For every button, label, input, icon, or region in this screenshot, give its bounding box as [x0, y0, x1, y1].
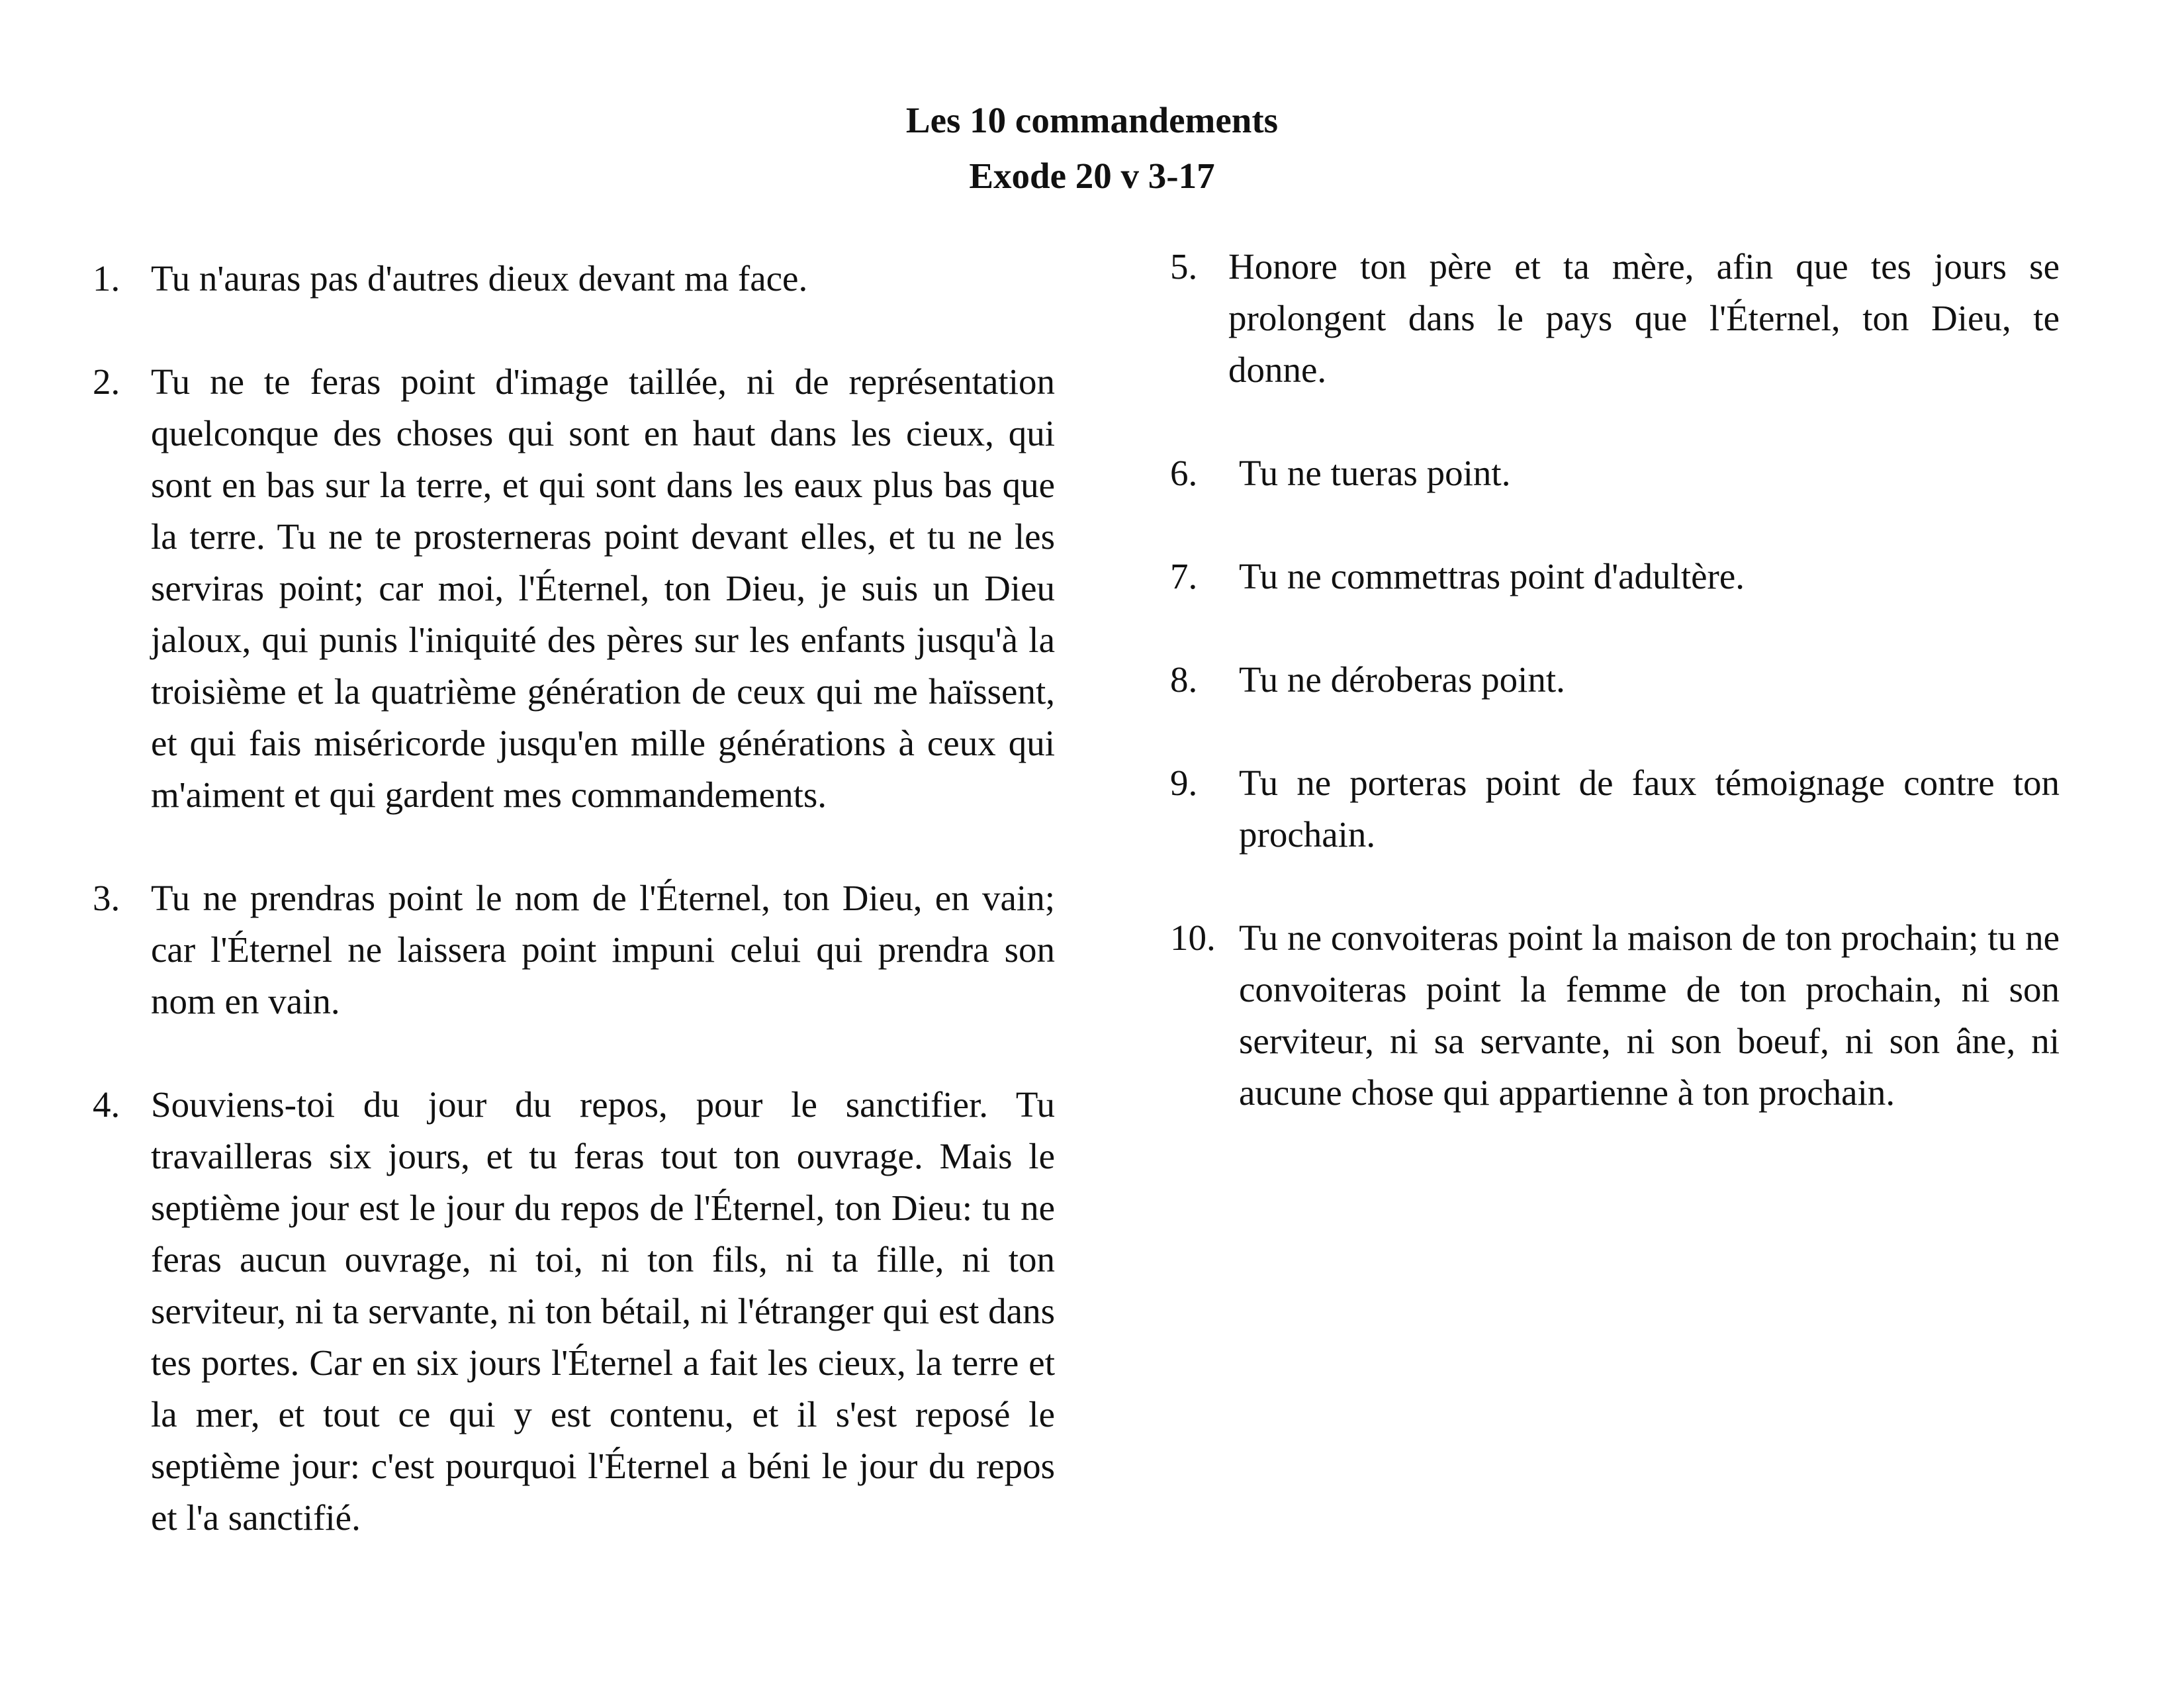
commandment-item-1: [93, 253, 1055, 305]
commandment-number: 7.: [1170, 556, 1198, 596]
commandment-item-5: [1170, 241, 2060, 396]
commandment-number: 1.: [93, 258, 120, 299]
commandment-item-4: [93, 1079, 1055, 1544]
document-title: Les 10 commandements: [905, 100, 1279, 140]
commandment-number: 9.: [1170, 763, 1198, 803]
commandment-text: Souviens-toi du jour du repos, pour le sanctifier. Tu travailleras six jours, et tu feras tout ton ouvrage. Mais le septième jour est le jour du repos de l'Éternel, ton Dieu: tu ne feras aucun ouvrage, ni toi, ni ton fils, ni ta fille, ni ton serviteur, ni ta servante, ni ton bétail, ni l'étranger qui est dans tes portes. Car en six jours l'Éternel a fait les cieux, la terre et la mer, et tout ce qui y est contenu, et il s'est reposé le septième jour: c'est pourquoi l'Éternel a béni le jour du repos et l'a sanctifié.: [151, 1084, 1055, 1538]
right-column: [1170, 241, 2060, 1170]
commandment-text: Tu ne convoiteras point la maison de ton prochain; tu ne convoiteras point la femme de ton prochain, ni son serviteur, ni sa servante, ni son boeuf, ni son âne, ni aucune chose qui appartienne à ton prochain.: [1239, 917, 2060, 1113]
commandment-text: Tu n'auras pas d'autres dieux devant ma face.: [151, 258, 808, 299]
commandment-text: Honore ton père et ta mère, afin que tes jours se prolongent dans le pays que l'Éternel, ton Dieu, te donne.: [1228, 246, 2060, 390]
commandment-item-9: [1170, 757, 2060, 861]
commandment-item-7: [1170, 551, 2060, 602]
document-header: [0, 93, 2184, 204]
left-column: [93, 253, 1055, 1595]
commandment-number: 5.: [1170, 246, 1198, 287]
commandment-text: Tu ne prendras point le nom de l'Éternel, ton Dieu, en vain; car l'Éternel ne laissera point impuni celui qui prendra son nom en vain.: [151, 878, 1055, 1021]
commandment-number: 8.: [1170, 659, 1198, 700]
commandment-number: 3.: [93, 878, 120, 918]
commandment-text: Tu ne tueras point.: [1239, 453, 1511, 493]
commandment-item-2: [93, 356, 1055, 821]
commandment-number: 2.: [93, 361, 120, 402]
commandment-item-6: [1170, 447, 2060, 499]
commandment-number: 4.: [93, 1084, 120, 1125]
commandment-text: Tu ne déroberas point.: [1239, 659, 1565, 700]
commandment-text: Tu ne commettras point d'adultère.: [1239, 556, 1745, 596]
document-subtitle: Exode 20 v 3-17: [969, 156, 1215, 196]
commandment-text: Tu ne porteras point de faux témoignage contre ton prochain.: [1239, 763, 2060, 855]
commandment-number: 10.: [1170, 917, 1216, 958]
commandment-text: Tu ne te feras point d'image taillée, ni de représentation quelconque des choses qui sont en haut dans les cieux, qui sont en bas sur la terre, et qui sont dans les eaux plus bas que la terre. Tu ne te prosterneras point devant elles, et tu ne les serviras point; car moi, l'Éternel, ton Dieu, je suis un Dieu jaloux, qui punis l'iniquité des pères sur les enfants jusqu'à la troisième et la quatrième génération de ceux qui me haïssent, et qui fais miséricorde jusqu'en mille générations à ceux qui m'aiment et qui gardent mes commandements.: [151, 361, 1055, 815]
commandment-item-3: [93, 872, 1055, 1027]
commandment-item-8: [1170, 654, 2060, 706]
commandment-number: 6.: [1170, 453, 1198, 493]
commandment-item-10: [1170, 912, 2060, 1119]
